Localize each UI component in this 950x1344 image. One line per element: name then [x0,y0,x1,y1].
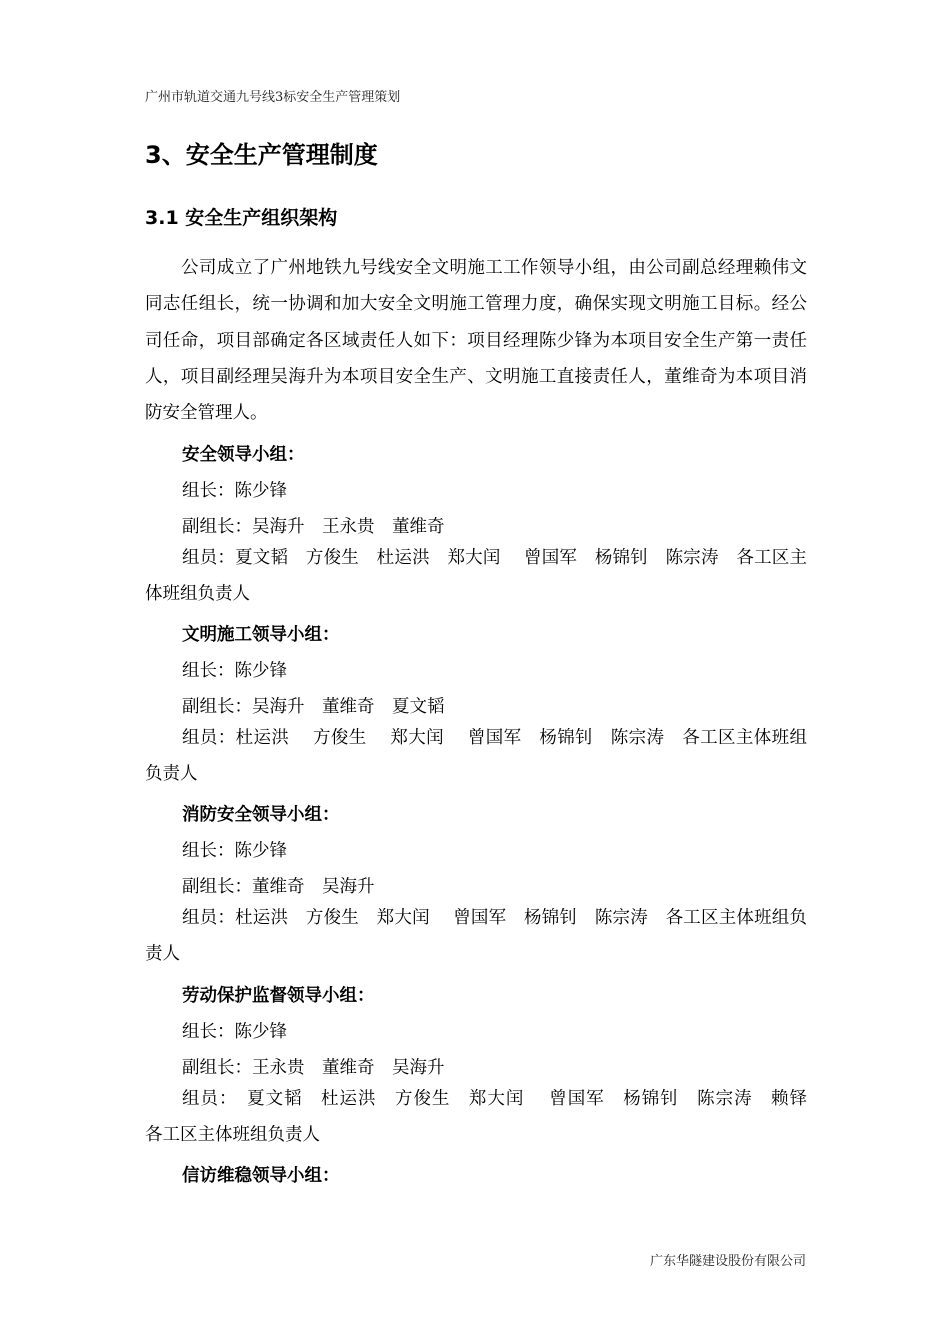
chapter-title: 3、安全生产管理制度 [145,141,378,169]
group-name: 信访维稳领导小组： [182,1166,340,1186]
intro-paragraph: 公司成立了广州地铁九号线安全文明施工工作领导小组，由公司副总经理赖伟文同志任组长，统一协调和加大安全文明施工管理力度，确保实现文明施工目标。经公司任命，项目部确定各区域责任人如下：项目经理陈少锋为本项目安全生产第一责任人，项目副经理吴海升为本项目安全生产、文明施工直接责任人，董维奇为本项目消防安全管理人。 [145,258,807,424]
group-name: 文明施工领导小组： [182,625,340,645]
group-members: 组员： 夏文韬 杜运洪 方俊生 郑大闰 曾国军 杨锦钊 陈宗涛 赖铎 各工区主体班组负责人 [145,1089,825,1146]
group-members: 组员：杜运洪 方俊生 郑大闰 曾国军 杨锦钊 陈宗涛 各工区主体班组负责人 [145,728,807,785]
group-leader: 组长：陈少锋 [182,481,287,501]
running-footer: 广东华隧建设股份有限公司 [649,1254,806,1269]
group-deputy: 副组长：董维奇 吴海升 [182,877,375,897]
group-name: 劳动保护监督领导小组： [182,986,375,1006]
group-leader: 组长：陈少锋 [182,661,287,681]
group-deputy: 副组长：吴海升 董维奇 夏文韬 [182,697,445,717]
group-deputy: 副组长：吴海升 王永贵 董维奇 [182,517,445,537]
running-header: 广州市轨道交通九号线3标安全生产管理策划 [145,90,401,105]
section-title: 3.1 安全生产组织架构 [145,207,338,229]
group-leader: 组长：陈少锋 [182,841,287,861]
group-members: 组员：杜运洪 方俊生 郑大闰 曾国军 杨锦钊 陈宗涛 各工区主体班组负责人 [145,908,807,965]
group-leader: 组长：陈少锋 [182,1022,287,1042]
group-deputy: 副组长：王永贵 董维奇 吴海升 [182,1058,445,1078]
group-members: 组员：夏文韬 方俊生 杜运洪 郑大闰 曾国军 杨锦钊 陈宗涛 各工区主体班组负责人 [145,548,807,605]
group-name: 消防安全领导小组： [182,805,340,825]
group-name: 安全领导小组： [182,445,305,465]
